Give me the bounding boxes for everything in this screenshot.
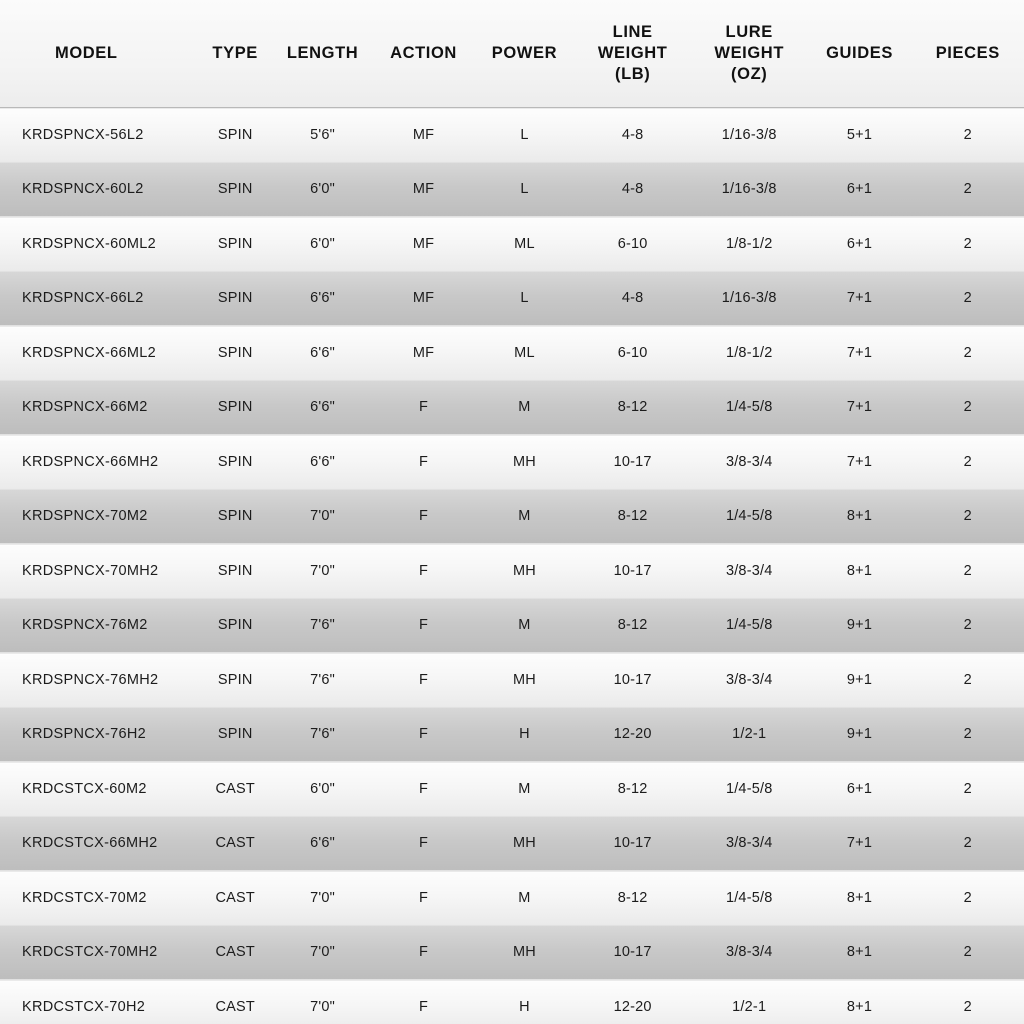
table-row: [0, 271, 1024, 326]
cell-pieces: 2: [963, 344, 972, 361]
cell-model: KRDSPNCX-76M2: [22, 617, 148, 634]
table-row: [0, 108, 1024, 163]
cell-line-weight: 8-12: [617, 399, 648, 416]
cell-action: F: [418, 835, 429, 852]
cell-lure-weight: 1/16-3/8: [721, 181, 777, 198]
cell-type: SPIN: [217, 508, 253, 525]
cell-guides: 7+1: [846, 399, 873, 416]
cell-model: KRDCSTCX-66MH2: [22, 835, 158, 852]
cell-guides: 7+1: [846, 453, 873, 470]
cell-action: F: [418, 726, 429, 743]
cell-model: KRDSPNCX-66L2: [22, 290, 144, 307]
column-header-lure-weight: [691, 0, 808, 108]
cell-guides: 7+1: [846, 835, 873, 852]
cell-type: CAST: [215, 835, 255, 852]
cell-pieces: 2: [963, 889, 972, 906]
cell-lure-weight: 1/4-5/8: [725, 399, 773, 416]
table-row: [0, 653, 1024, 708]
cell-power: MH: [512, 944, 536, 961]
cell-lure-weight: 3/8-3/4: [725, 671, 773, 688]
column-header-power: POWER: [475, 0, 575, 108]
lure-weight-line-2: WEIGHT: [714, 43, 784, 62]
header-row: [0, 0, 1024, 108]
table-row: [0, 326, 1024, 381]
table-row: [0, 925, 1024, 980]
cell-model: KRDCSTCX-70H2: [22, 998, 146, 1015]
cell-type: SPIN: [217, 181, 253, 198]
cell-pieces: 2: [963, 671, 972, 688]
lure-weight-line-3: (OZ): [731, 65, 768, 84]
cell-pieces: 2: [963, 998, 972, 1015]
cell-guides: 6+1: [846, 235, 873, 252]
table-row: [0, 162, 1024, 217]
cell-action: MF: [412, 181, 435, 198]
cell-line-weight: 10-17: [613, 944, 652, 961]
table-row: [0, 489, 1024, 544]
cell-type: CAST: [215, 889, 255, 906]
cell-pieces: 2: [963, 726, 972, 743]
cell-type: SPIN: [217, 726, 253, 743]
table-row: [0, 544, 1024, 599]
table-row: [0, 380, 1024, 435]
cell-model: KRDSPNCX-66MH2: [22, 453, 159, 470]
cell-model: KRDCSTCX-70M2: [22, 889, 147, 906]
cell-line-weight: 8-12: [617, 617, 648, 634]
cell-line-weight: 10-17: [613, 671, 652, 688]
cell-line-weight: 4-8: [621, 126, 644, 143]
cell-model: KRDSPNCX-70M2: [22, 508, 148, 525]
cell-length: 7'0": [310, 998, 336, 1015]
cell-lure-weight: 1/4-5/8: [725, 617, 773, 634]
cell-type: SPIN: [217, 671, 253, 688]
cell-lure-weight: 3/8-3/4: [725, 562, 773, 579]
cell-guides: 8+1: [846, 889, 873, 906]
table-row: [0, 598, 1024, 653]
cell-model: KRDCSTCX-70MH2: [22, 944, 158, 961]
cell-type: SPIN: [217, 126, 253, 143]
cell-lure-weight: 1/16-3/8: [721, 126, 777, 143]
cell-line-weight: 12-20: [613, 726, 652, 743]
cell-model: KRDSPNCX-60L2: [22, 181, 144, 198]
cell-length: 7'0": [310, 508, 336, 525]
cell-line-weight: 8-12: [617, 889, 648, 906]
cell-type: SPIN: [217, 344, 253, 361]
cell-length: 6'6": [310, 835, 336, 852]
column-header-action: ACTION: [373, 0, 475, 108]
cell-guides: 9+1: [846, 671, 873, 688]
cell-pieces: 2: [963, 944, 972, 961]
cell-lure-weight: 1/4-5/8: [725, 889, 773, 906]
column-header-type: TYPE: [198, 0, 273, 108]
cell-line-weight: 4-8: [621, 181, 644, 198]
cell-type: CAST: [215, 998, 255, 1015]
cell-length: 6'6": [310, 453, 336, 470]
table-row: [0, 707, 1024, 762]
cell-power: M: [518, 889, 531, 906]
cell-power: MH: [512, 835, 536, 852]
cell-line-weight: 8-12: [617, 780, 648, 797]
cell-guides: 8+1: [846, 508, 873, 525]
cell-pieces: 2: [963, 181, 972, 198]
cell-action: F: [418, 998, 429, 1015]
cell-line-weight: 6-10: [617, 235, 648, 252]
table-header: [0, 0, 1024, 108]
cell-lure-weight: 1/4-5/8: [725, 508, 773, 525]
lure-weight-line-1: LURE: [725, 22, 773, 41]
cell-length: 6'0": [310, 780, 336, 797]
cell-power: L: [520, 126, 529, 143]
cell-lure-weight: 1/4-5/8: [725, 780, 773, 797]
cell-line-weight: 4-8: [621, 290, 644, 307]
cell-action: MF: [412, 126, 435, 143]
cell-guides: 5+1: [846, 126, 873, 143]
cell-action: F: [418, 780, 429, 797]
cell-action: F: [418, 889, 429, 906]
cell-power: H: [519, 998, 530, 1015]
table-body: [0, 108, 1024, 1024]
cell-power: MH: [512, 562, 536, 579]
cell-action: F: [418, 562, 429, 579]
cell-pieces: 2: [963, 290, 972, 307]
cell-type: SPIN: [217, 453, 253, 470]
cell-action: F: [418, 671, 429, 688]
cell-type: CAST: [215, 944, 255, 961]
cell-guides: 6+1: [846, 780, 873, 797]
cell-line-weight: 10-17: [613, 835, 652, 852]
cell-lure-weight: 1/8-1/2: [725, 235, 773, 252]
cell-type: SPIN: [217, 399, 253, 416]
cell-length: 6'0": [310, 181, 336, 198]
table-row: [0, 435, 1024, 490]
cell-model: KRDSPNCX-66M2: [22, 399, 148, 416]
cell-pieces: 2: [963, 617, 972, 634]
cell-model: KRDSPNCX-66ML2: [22, 344, 156, 361]
cell-model: KRDSPNCX-76H2: [22, 726, 146, 743]
cell-pieces: 2: [963, 399, 972, 416]
cell-action: F: [418, 399, 429, 416]
cell-action: F: [418, 617, 429, 634]
cell-pieces: 2: [963, 780, 972, 797]
cell-guides: 7+1: [846, 290, 873, 307]
cell-power: MH: [512, 671, 536, 688]
cell-pieces: 2: [963, 126, 972, 143]
cell-action: F: [418, 508, 429, 525]
cell-line-weight: 6-10: [617, 344, 648, 361]
table-row: [0, 762, 1024, 817]
cell-type: SPIN: [217, 235, 253, 252]
cell-power: M: [518, 617, 531, 634]
cell-length: 7'0": [310, 562, 336, 579]
cell-length: 7'0": [310, 889, 336, 906]
cell-length: 6'6": [310, 399, 336, 416]
cell-power: M: [518, 508, 531, 525]
line-weight-line-3: (LB): [614, 65, 651, 84]
cell-lure-weight: 1/2-1: [732, 726, 767, 743]
cell-length: 7'6": [310, 671, 336, 688]
cell-guides: 6+1: [846, 181, 873, 198]
cell-power: L: [520, 181, 529, 198]
cell-length: 6'0": [310, 235, 336, 252]
cell-guides: 8+1: [846, 998, 873, 1015]
table-row: [0, 217, 1024, 272]
cell-lure-weight: 1/2-1: [732, 998, 767, 1015]
cell-lure-weight: 3/8-3/4: [725, 944, 773, 961]
cell-guides: 8+1: [846, 562, 873, 579]
cell-model: KRDSPNCX-76MH2: [22, 671, 159, 688]
cell-pieces: 2: [963, 235, 972, 252]
cell-guides: 7+1: [846, 344, 873, 361]
cell-action: MF: [412, 344, 435, 361]
cell-length: 7'6": [310, 726, 336, 743]
cell-pieces: 2: [963, 508, 972, 525]
cell-pieces: 2: [963, 835, 972, 852]
cell-model: KRDCSTCX-60M2: [22, 780, 147, 797]
cell-type: SPIN: [217, 562, 253, 579]
cell-lure-weight: 1/8-1/2: [725, 344, 773, 361]
cell-power: MH: [512, 453, 536, 470]
cell-line-weight: 10-17: [613, 453, 652, 470]
column-header-line-weight: [574, 0, 691, 108]
cell-line-weight: 10-17: [613, 562, 652, 579]
cell-line-weight: 12-20: [613, 998, 652, 1015]
cell-lure-weight: 3/8-3/4: [725, 453, 773, 470]
cell-action: MF: [412, 290, 435, 307]
column-header-length: LENGTH: [273, 0, 373, 108]
cell-power: H: [519, 726, 530, 743]
cell-guides: 9+1: [846, 617, 873, 634]
column-header-guides: GUIDES: [807, 0, 911, 108]
cell-lure-weight: 3/8-3/4: [725, 835, 773, 852]
table-row: [0, 816, 1024, 871]
table-row: [0, 871, 1024, 926]
cell-power: L: [520, 290, 529, 307]
cell-line-weight: 8-12: [617, 508, 648, 525]
cell-pieces: 2: [963, 562, 972, 579]
line-weight-line-2: WEIGHT: [597, 43, 668, 62]
cell-guides: 8+1: [846, 944, 873, 961]
cell-model: KRDSPNCX-60ML2: [22, 235, 156, 252]
cell-guides: 9+1: [846, 726, 873, 743]
column-header-model: MODEL: [0, 0, 198, 108]
cell-action: MF: [412, 235, 435, 252]
cell-pieces: 2: [963, 453, 972, 470]
cell-type: CAST: [215, 780, 255, 797]
cell-model: KRDSPNCX-56L2: [22, 126, 144, 143]
cell-action: F: [418, 944, 429, 961]
cell-length: 6'6": [310, 290, 336, 307]
line-weight-line-1: LINE: [612, 22, 653, 41]
column-header-pieces: PIECES: [912, 0, 1024, 108]
cell-length: 5'6": [310, 126, 336, 143]
cell-power: ML: [514, 235, 535, 252]
cell-power: ML: [514, 344, 535, 361]
cell-length: 6'6": [310, 344, 336, 361]
cell-power: M: [518, 399, 531, 416]
cell-action: F: [418, 453, 429, 470]
cell-type: SPIN: [217, 290, 253, 307]
cell-model: KRDSPNCX-70MH2: [22, 562, 159, 579]
cell-length: 7'6": [310, 617, 336, 634]
cell-lure-weight: 1/16-3/8: [721, 290, 777, 307]
cell-length: 7'0": [310, 944, 336, 961]
cell-type: SPIN: [217, 617, 253, 634]
cell-power: M: [518, 780, 531, 797]
table-row: [0, 980, 1024, 1024]
